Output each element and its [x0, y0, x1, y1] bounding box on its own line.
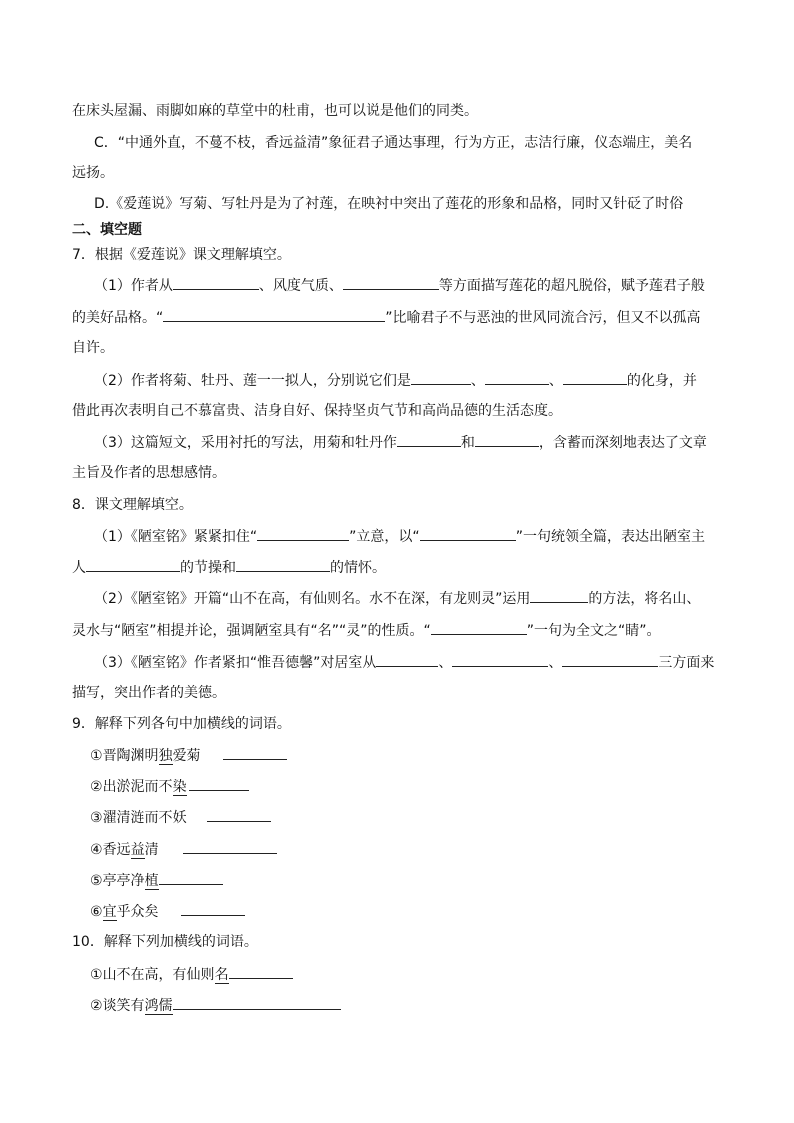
text: 山不在高，有仙则 — [102, 967, 215, 983]
q9-item — [90, 776, 249, 797]
q10-heading: 10．解释下列加横线的词语。 — [72, 934, 258, 950]
text: 谈笑有 — [102, 998, 145, 1014]
q8-part3-line1 — [94, 652, 714, 673]
q9-item — [90, 745, 287, 766]
text: 出淤泥而不 — [102, 779, 173, 795]
answer-blank[interactable] — [173, 995, 341, 1010]
answer-blank[interactable] — [411, 370, 471, 385]
q8-heading: 8．课文理解填空。 — [72, 497, 193, 513]
answer-blank[interactable] — [562, 652, 658, 667]
text: 晋陶渊明 — [102, 748, 159, 764]
text: 清 — [144, 842, 159, 858]
answer-blank[interactable] — [376, 652, 438, 667]
answer-blank[interactable] — [452, 652, 548, 667]
text: 的方法，将名山、 — [588, 591, 701, 607]
text: 乎众矣 — [116, 904, 159, 920]
answer-blank[interactable] — [475, 432, 539, 447]
answer-blank[interactable] — [236, 557, 330, 572]
answer-blank[interactable] — [563, 370, 627, 385]
text: 灵水与“陋室”相提并论，强调陋室具有“名”“灵”的性质。“ — [72, 623, 431, 639]
item-number: ⑥ — [90, 904, 103, 920]
text: 濯清涟而不 — [102, 810, 173, 826]
q7-part3-line2: 主旨及作者的思想感情。 — [72, 465, 226, 481]
item-number: ① — [90, 967, 103, 983]
underlined-word: 植 — [144, 873, 159, 889]
item-number: ② — [90, 779, 103, 795]
text: ”一句统领全篇，表达出陋室主 — [515, 529, 705, 545]
answer-blank[interactable] — [343, 275, 439, 290]
q8-part1-line1 — [94, 526, 705, 547]
text: 爱菊 — [172, 748, 201, 764]
text: 香远 — [102, 842, 131, 858]
answer-blank[interactable] — [189, 776, 249, 791]
item-number: ⑤ — [90, 873, 103, 889]
option-c-line2: 远扬。 — [72, 165, 114, 181]
underlined-word: 独 — [158, 748, 173, 764]
underlined-word: 鸿儒 — [144, 998, 173, 1014]
q8-part2-line1 — [94, 588, 700, 609]
text: ”立意，以“ — [349, 529, 420, 545]
q9-heading: 9．解释下列各句中加横线的词语。 — [72, 716, 291, 732]
text: 的情怀。 — [330, 560, 386, 576]
text: （3）《陋室铭》作者紧扣“惟吾德馨”对居室从 — [94, 655, 377, 671]
answer-blank[interactable] — [207, 807, 271, 822]
q9-item — [90, 807, 271, 828]
text: ，含蓄而深刻地表达了文章 — [538, 435, 707, 451]
item-number: ④ — [90, 842, 103, 858]
item-number: ① — [90, 748, 103, 764]
text: 亭亭净 — [102, 873, 145, 889]
answer-blank[interactable] — [485, 370, 549, 385]
text: （2）作者将菊、牡丹、莲一一拟人，分别说它们是 — [94, 373, 411, 389]
item-number: ③ — [90, 810, 103, 826]
q9-item — [90, 870, 223, 891]
answer-blank[interactable] — [163, 307, 385, 322]
text: （2）《陋室铭》开篇“山不在高，有仙则名。水不在深，有龙则灵”运用 — [94, 591, 531, 607]
item-number: ② — [90, 998, 103, 1014]
q9-item — [90, 839, 277, 860]
text: （1）《陋室铭》紧紧扣住“ — [94, 529, 258, 545]
underlined-word: 名 — [214, 967, 229, 983]
answer-blank[interactable] — [223, 745, 287, 760]
answer-blank[interactable] — [420, 526, 516, 541]
q7-part1-line3: 自许。 — [72, 340, 114, 356]
option-c-line1: C．“中通外直，不蔓不枝，香远益清”象征君子通达事理，行为方正，志洁行廉，仪态端庄，美名 — [94, 135, 693, 151]
answer-blank[interactable] — [159, 870, 223, 885]
text: 等方面描写莲花的超凡脱俗，赋予莲君子般 — [438, 278, 705, 294]
q7-part3-line1 — [94, 432, 707, 453]
text: 人 — [72, 560, 86, 576]
answer-blank[interactable] — [397, 432, 461, 447]
answer-blank[interactable] — [86, 557, 180, 572]
q9-item — [90, 901, 245, 922]
text: ”一句为全文之“睛”。 — [526, 623, 661, 639]
text: 的美好品格。“ — [72, 310, 164, 326]
prev-text-line: 在床头屋漏、雨脚如麻的草堂中的杜甫，也可以说是他们的同类。 — [72, 103, 478, 119]
text: 、 — [438, 655, 453, 671]
text: 、 — [548, 373, 563, 389]
q7-part2-line2: 借此再次表明自己不慕富贵、洁身自好、保持坚贞气节和高尚品德的生活态度。 — [72, 403, 562, 419]
q8-part1-line2 — [72, 557, 386, 578]
q10-item — [90, 964, 293, 985]
answer-blank[interactable] — [183, 839, 277, 854]
section-heading-fill-blank: 二、填空题 — [72, 222, 142, 238]
q10-item — [90, 995, 341, 1016]
underlined-word: 宜 — [102, 904, 117, 920]
answer-blank[interactable] — [257, 526, 349, 541]
answer-blank[interactable] — [530, 588, 588, 603]
underlined-word: 染 — [172, 779, 187, 795]
text: 、 — [548, 655, 563, 671]
text: ”比喻君子不与恶浊的世风同流合污，但又不以孤高 — [385, 310, 701, 326]
q7-part1-line1 — [94, 275, 705, 296]
text: （1）作者从 — [94, 278, 173, 294]
text: 和 — [460, 435, 475, 451]
answer-blank[interactable] — [173, 275, 259, 290]
q7-part2-line1 — [94, 370, 697, 391]
answer-blank[interactable] — [229, 964, 293, 979]
option-d-line: D.《爱莲说》写菊、写牡丹是为了衬莲，在映衬中突出了莲花的形象和品格，同时又针砭了时俗 — [94, 196, 684, 212]
underlined-word: 益 — [130, 842, 145, 858]
answer-blank[interactable] — [181, 901, 245, 916]
text: 、风度气质、 — [258, 278, 343, 294]
text: 三方面来 — [658, 655, 715, 671]
text: 的节操和 — [180, 560, 236, 576]
text: 、 — [470, 373, 485, 389]
answer-blank[interactable] — [431, 620, 527, 635]
q8-part2-line2 — [72, 620, 661, 641]
underlined-word: 妖 — [172, 810, 187, 826]
q8-part3-line2: 描写，突出作者的美德。 — [72, 685, 226, 701]
text: 的化身，并 — [626, 373, 697, 389]
text: （3）这篇短文，采用衬托的写法，用菊和牡丹作 — [94, 435, 397, 451]
q7-heading: 7．根据《爱莲说》课文理解填空。 — [72, 247, 291, 263]
q7-part1-line2 — [72, 307, 701, 328]
